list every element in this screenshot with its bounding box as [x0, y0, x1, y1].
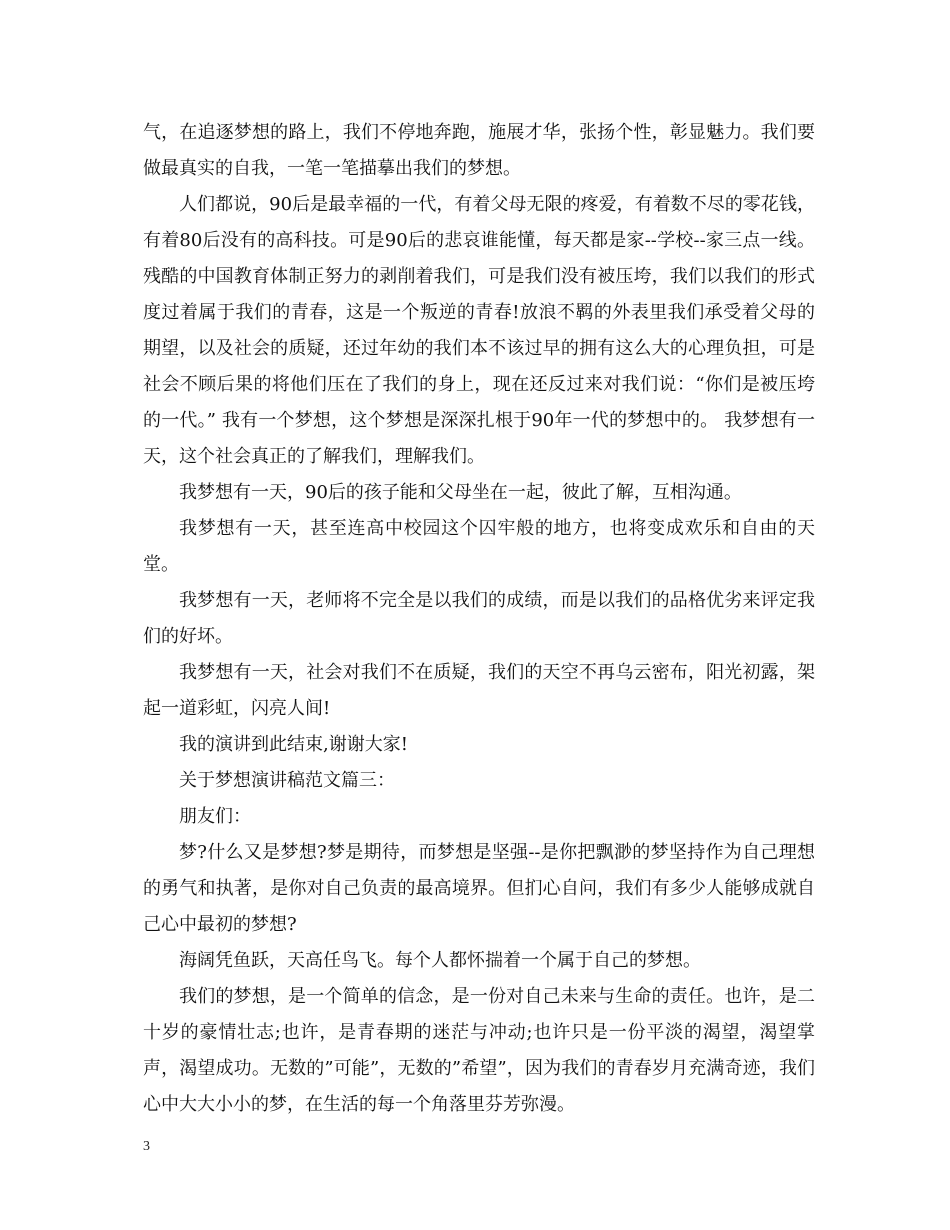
document-body — [143, 115, 815, 1123]
paragraph: 人们都说，90后是最幸福的一代，有着父母无限的疼爱，有着数不尽的零花钱，有着80后没有的高科技。可是90后的悲哀谁能懂，每天都是家--学校--家三点一线。残酷的中国教育体制正努力的剥削着我们，可是我们没有被压垮，我们以我们的形式度过着属于我们的青春，这是一个叛逆的青春!放浪不羁的外表里我们承受着父母的期望，以及社会的质疑，还过年幼的我们本不该过早的拥有这么大的心理负担，可是社会不顾后果的将他们压在了我们的身上，现在还反过来对我们说：“你们是被压垮的一代。” 我有一个梦想，这个梦想是深深扎根于90年一代的梦想中的。 我梦想有一天，这个社会真正的了解我们，理解我们。 — [143, 194, 815, 467]
salutation: 朋友们： — [179, 806, 251, 827]
page-number: 3 — [143, 1139, 150, 1154]
paragraph: 我梦想有一天，甚至连高中校园这个囚牢般的地方，也将变成欢乐和自由的天堂。 — [143, 518, 815, 575]
paragraph: 我梦想有一天，老师将不完全是以我们的成绩，而是以我们的品格优劣来评定我们的好坏。 — [143, 590, 815, 647]
paragraph: 气，在追逐梦想的路上，我们不停地奔跑，施展才华，张扬个性，彰显魅力。我们要做最真实的自我，一笔一笔描摹出我们的梦想。 — [143, 122, 815, 179]
paragraph: 我梦想有一天，社会对我们不在质疑，我们的天空不再乌云密布，阳光初露，架起一道彩虹，闪亮人间! — [143, 662, 815, 719]
paragraph: 我们的梦想，是一个简单的信念，是一份对自己未来与生命的责任。也许，是二十岁的豪情壮志;也许，是青春期的迷茫与冲动;也许只是一份平淡的渴望，渴望掌声，渴望成功。无数的”可能”，无数的”希望”，因为我们的青春岁月充满奇迹，我们心中大大小小的梦，在生活的每一个角落里芬芳弥漫。 — [143, 986, 815, 1115]
paragraph: 我梦想有一天，90后的孩子能和父母坐在一起，彼此了解，互相沟通。 — [179, 482, 742, 503]
section-title: 关于梦想演讲稿范文篇三： — [179, 770, 395, 791]
paragraph: 梦?什么又是梦想?梦是期待，而梦想是坚强--是你把飘渺的梦坚持作为自己理想的勇气和执著，是你对自己负责的最高境界。但扪心自问，我们有多少人能够成就自己心中最初的梦想? — [143, 842, 815, 935]
paragraph: 海阔凭鱼跃，天高任鸟飞。每个人都怀揣着一个属于自己的梦想。 — [179, 950, 701, 971]
paragraph: 我的演讲到此结束,谢谢大家! — [179, 734, 408, 755]
